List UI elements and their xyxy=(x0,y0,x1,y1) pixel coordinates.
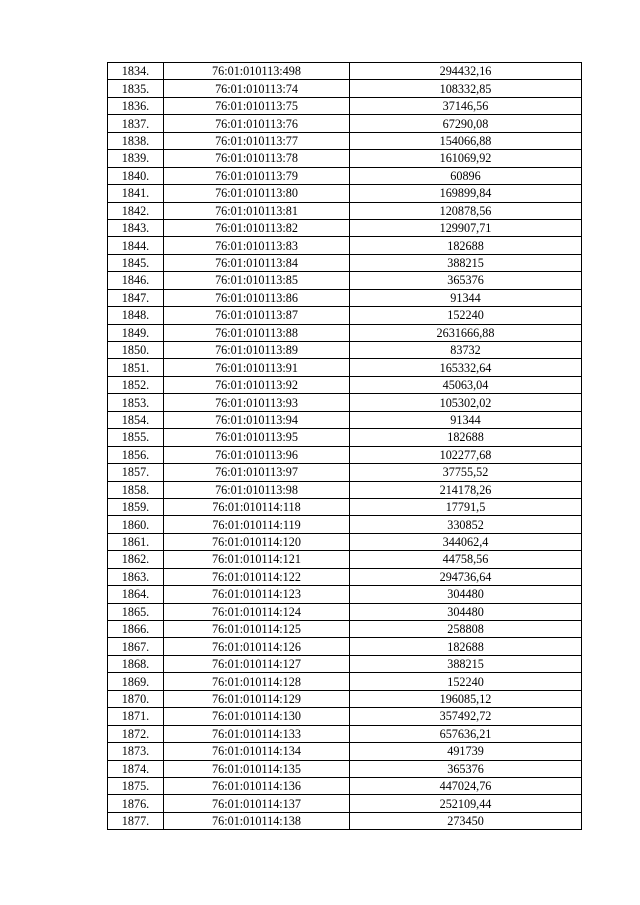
table-row xyxy=(108,97,582,114)
row-number-cell: 1877. xyxy=(108,812,164,829)
row-number-cell: 1860. xyxy=(108,516,164,533)
table-row xyxy=(108,568,582,585)
cadastral-number-cell: 76:01:010114:138 xyxy=(164,812,350,829)
row-number-cell: 1852. xyxy=(108,376,164,393)
cadastral-number-cell: 76:01:010113:75 xyxy=(164,97,350,114)
table-row xyxy=(108,498,582,515)
row-number-cell: 1842. xyxy=(108,202,164,219)
row-number-cell: 1854. xyxy=(108,411,164,428)
cadastral-value-cell: 17791,5 xyxy=(350,498,582,515)
table-row xyxy=(108,115,582,132)
cadastral-number-cell: 76:01:010114:124 xyxy=(164,603,350,620)
cadastral-value-cell: 344062,4 xyxy=(350,533,582,550)
row-number-cell: 1843. xyxy=(108,219,164,236)
cadastral-value-table xyxy=(107,62,582,830)
cadastral-number-cell: 76:01:010113:88 xyxy=(164,324,350,341)
row-number-cell: 1846. xyxy=(108,272,164,289)
table-row xyxy=(108,638,582,655)
table-row xyxy=(108,777,582,794)
cadastral-number-cell: 76:01:010114:127 xyxy=(164,655,350,672)
cadastral-value-cell: 2631666,88 xyxy=(350,324,582,341)
cadastral-number-cell: 76:01:010113:92 xyxy=(164,376,350,393)
row-number-cell: 1864. xyxy=(108,586,164,603)
table-row xyxy=(108,307,582,324)
cadastral-value-cell: 304480 xyxy=(350,603,582,620)
cadastral-value-cell: 169899,84 xyxy=(350,185,582,202)
cadastral-value-cell: 105302,02 xyxy=(350,394,582,411)
row-number-cell: 1863. xyxy=(108,568,164,585)
cadastral-number-cell: 76:01:010113:87 xyxy=(164,307,350,324)
row-number-cell: 1837. xyxy=(108,115,164,132)
cadastral-number-cell: 76:01:010113:85 xyxy=(164,272,350,289)
cadastral-number-cell: 76:01:010114:130 xyxy=(164,708,350,725)
table-row xyxy=(108,359,582,376)
cadastral-number-cell: 76:01:010113:83 xyxy=(164,237,350,254)
row-number-cell: 1873. xyxy=(108,743,164,760)
row-number-cell: 1875. xyxy=(108,777,164,794)
table-row xyxy=(108,132,582,149)
row-number-cell: 1855. xyxy=(108,429,164,446)
cadastral-number-cell: 76:01:010113:77 xyxy=(164,132,350,149)
row-number-cell: 1859. xyxy=(108,498,164,515)
cadastral-value-cell: 196085,12 xyxy=(350,690,582,707)
row-number-cell: 1853. xyxy=(108,394,164,411)
cadastral-number-cell: 76:01:010114:134 xyxy=(164,743,350,760)
cadastral-value-cell: 152240 xyxy=(350,307,582,324)
cadastral-number-cell: 76:01:010114:136 xyxy=(164,777,350,794)
table-row xyxy=(108,63,582,80)
cadastral-value-cell: 44758,56 xyxy=(350,551,582,568)
cadastral-number-cell: 76:01:010113:89 xyxy=(164,342,350,359)
table-row xyxy=(108,586,582,603)
cadastral-number-cell: 76:01:010114:135 xyxy=(164,760,350,777)
row-number-cell: 1844. xyxy=(108,237,164,254)
row-number-cell: 1838. xyxy=(108,132,164,149)
row-number-cell: 1849. xyxy=(108,324,164,341)
table-row xyxy=(108,673,582,690)
cadastral-number-cell: 76:01:010114:137 xyxy=(164,795,350,812)
row-number-cell: 1856. xyxy=(108,446,164,463)
row-number-cell: 1866. xyxy=(108,621,164,638)
row-number-cell: 1834. xyxy=(108,63,164,80)
row-number-cell: 1868. xyxy=(108,655,164,672)
cadastral-value-cell: 252109,44 xyxy=(350,795,582,812)
table-row xyxy=(108,708,582,725)
cadastral-value-cell: 304480 xyxy=(350,586,582,603)
cadastral-number-cell: 76:01:010113:76 xyxy=(164,115,350,132)
table-row xyxy=(108,743,582,760)
cadastral-number-cell: 76:01:010113:80 xyxy=(164,185,350,202)
cadastral-number-cell: 76:01:010113:94 xyxy=(164,411,350,428)
cadastral-value-cell: 67290,08 xyxy=(350,115,582,132)
cadastral-value-cell: 447024,76 xyxy=(350,777,582,794)
row-number-cell: 1851. xyxy=(108,359,164,376)
cadastral-number-cell: 76:01:010113:98 xyxy=(164,481,350,498)
row-number-cell: 1861. xyxy=(108,533,164,550)
cadastral-value-cell: 108332,85 xyxy=(350,80,582,97)
cadastral-value-cell: 91344 xyxy=(350,411,582,428)
cadastral-value-cell: 152240 xyxy=(350,673,582,690)
cadastral-value-cell: 258808 xyxy=(350,621,582,638)
cadastral-value-cell: 294432,16 xyxy=(350,63,582,80)
table-row xyxy=(108,202,582,219)
row-number-cell: 1874. xyxy=(108,760,164,777)
table-row xyxy=(108,237,582,254)
cadastral-value-cell: 365376 xyxy=(350,760,582,777)
cadastral-number-cell: 76:01:010114:123 xyxy=(164,586,350,603)
row-number-cell: 1872. xyxy=(108,725,164,742)
table-row xyxy=(108,812,582,829)
cadastral-number-cell: 76:01:010114:126 xyxy=(164,638,350,655)
cadastral-number-cell: 76:01:010114:133 xyxy=(164,725,350,742)
table-row xyxy=(108,411,582,428)
cadastral-number-cell: 76:01:010114:125 xyxy=(164,621,350,638)
row-number-cell: 1847. xyxy=(108,289,164,306)
cadastral-value-cell: 182688 xyxy=(350,638,582,655)
cadastral-number-cell: 76:01:010113:95 xyxy=(164,429,350,446)
row-number-cell: 1839. xyxy=(108,150,164,167)
row-number-cell: 1857. xyxy=(108,464,164,481)
table-row xyxy=(108,324,582,341)
cadastral-value-cell: 182688 xyxy=(350,429,582,446)
cadastral-value-cell: 365376 xyxy=(350,272,582,289)
table-row xyxy=(108,603,582,620)
cadastral-value-cell: 357492,72 xyxy=(350,708,582,725)
table-row xyxy=(108,760,582,777)
table-row xyxy=(108,795,582,812)
row-number-cell: 1871. xyxy=(108,708,164,725)
row-number-cell: 1869. xyxy=(108,673,164,690)
cadastral-number-cell: 76:01:010114:129 xyxy=(164,690,350,707)
cadastral-number-cell: 76:01:010113:91 xyxy=(164,359,350,376)
row-number-cell: 1865. xyxy=(108,603,164,620)
table-row xyxy=(108,272,582,289)
table-row xyxy=(108,167,582,184)
cadastral-value-cell: 165332,64 xyxy=(350,359,582,376)
cadastral-number-cell: 76:01:010113:74 xyxy=(164,80,350,97)
table-row xyxy=(108,429,582,446)
cadastral-value-cell: 60896 xyxy=(350,167,582,184)
row-number-cell: 1862. xyxy=(108,551,164,568)
row-number-cell: 1845. xyxy=(108,254,164,271)
cadastral-value-cell: 102277,68 xyxy=(350,446,582,463)
table-row xyxy=(108,289,582,306)
table-row xyxy=(108,551,582,568)
row-number-cell: 1848. xyxy=(108,307,164,324)
cadastral-value-cell: 37755,52 xyxy=(350,464,582,481)
cadastral-value-cell: 491739 xyxy=(350,743,582,760)
cadastral-number-cell: 76:01:010114:119 xyxy=(164,516,350,533)
cadastral-value-cell: 214178,26 xyxy=(350,481,582,498)
row-number-cell: 1850. xyxy=(108,342,164,359)
cadastral-value-cell: 330852 xyxy=(350,516,582,533)
cadastral-value-cell: 45063,04 xyxy=(350,376,582,393)
table-row xyxy=(108,533,582,550)
row-number-cell: 1858. xyxy=(108,481,164,498)
table-row xyxy=(108,446,582,463)
table-row xyxy=(108,376,582,393)
table-row xyxy=(108,655,582,672)
cadastral-value-cell: 154066,88 xyxy=(350,132,582,149)
row-number-cell: 1876. xyxy=(108,795,164,812)
cadastral-number-cell: 76:01:010113:79 xyxy=(164,167,350,184)
row-number-cell: 1841. xyxy=(108,185,164,202)
table-body xyxy=(108,63,582,830)
cadastral-value-cell: 294736,64 xyxy=(350,568,582,585)
cadastral-number-cell: 76:01:010113:82 xyxy=(164,219,350,236)
cadastral-number-cell: 76:01:010113:86 xyxy=(164,289,350,306)
cadastral-value-cell: 129907,71 xyxy=(350,219,582,236)
table-row xyxy=(108,394,582,411)
cadastral-value-cell: 120878,56 xyxy=(350,202,582,219)
table-row xyxy=(108,621,582,638)
cadastral-value-cell: 83732 xyxy=(350,342,582,359)
cadastral-number-cell: 76:01:010114:128 xyxy=(164,673,350,690)
table-row xyxy=(108,254,582,271)
row-number-cell: 1870. xyxy=(108,690,164,707)
cadastral-number-cell: 76:01:010114:122 xyxy=(164,568,350,585)
table-row xyxy=(108,464,582,481)
cadastral-number-cell: 76:01:010114:118 xyxy=(164,498,350,515)
cadastral-number-cell: 76:01:010113:96 xyxy=(164,446,350,463)
table-row xyxy=(108,481,582,498)
cadastral-value-cell: 273450 xyxy=(350,812,582,829)
row-number-cell: 1840. xyxy=(108,167,164,184)
table-row xyxy=(108,690,582,707)
row-number-cell: 1836. xyxy=(108,97,164,114)
table-row xyxy=(108,725,582,742)
cadastral-value-cell: 91344 xyxy=(350,289,582,306)
cadastral-number-cell: 76:01:010114:121 xyxy=(164,551,350,568)
row-number-cell: 1835. xyxy=(108,80,164,97)
cadastral-value-cell: 37146,56 xyxy=(350,97,582,114)
cadastral-number-cell: 76:01:010113:81 xyxy=(164,202,350,219)
cadastral-number-cell: 76:01:010113:93 xyxy=(164,394,350,411)
cadastral-number-cell: 76:01:010113:498 xyxy=(164,63,350,80)
cadastral-number-cell: 76:01:010114:120 xyxy=(164,533,350,550)
table-row xyxy=(108,516,582,533)
table-row xyxy=(108,150,582,167)
table-row xyxy=(108,342,582,359)
table-row xyxy=(108,80,582,97)
cadastral-value-cell: 388215 xyxy=(350,254,582,271)
cadastral-value-cell: 657636,21 xyxy=(350,725,582,742)
table-row xyxy=(108,185,582,202)
cadastral-value-cell: 161069,92 xyxy=(350,150,582,167)
cadastral-number-cell: 76:01:010113:78 xyxy=(164,150,350,167)
cadastral-number-cell: 76:01:010113:97 xyxy=(164,464,350,481)
cadastral-number-cell: 76:01:010113:84 xyxy=(164,254,350,271)
cadastral-value-cell: 182688 xyxy=(350,237,582,254)
row-number-cell: 1867. xyxy=(108,638,164,655)
cadastral-value-cell: 388215 xyxy=(350,655,582,672)
table-row xyxy=(108,219,582,236)
